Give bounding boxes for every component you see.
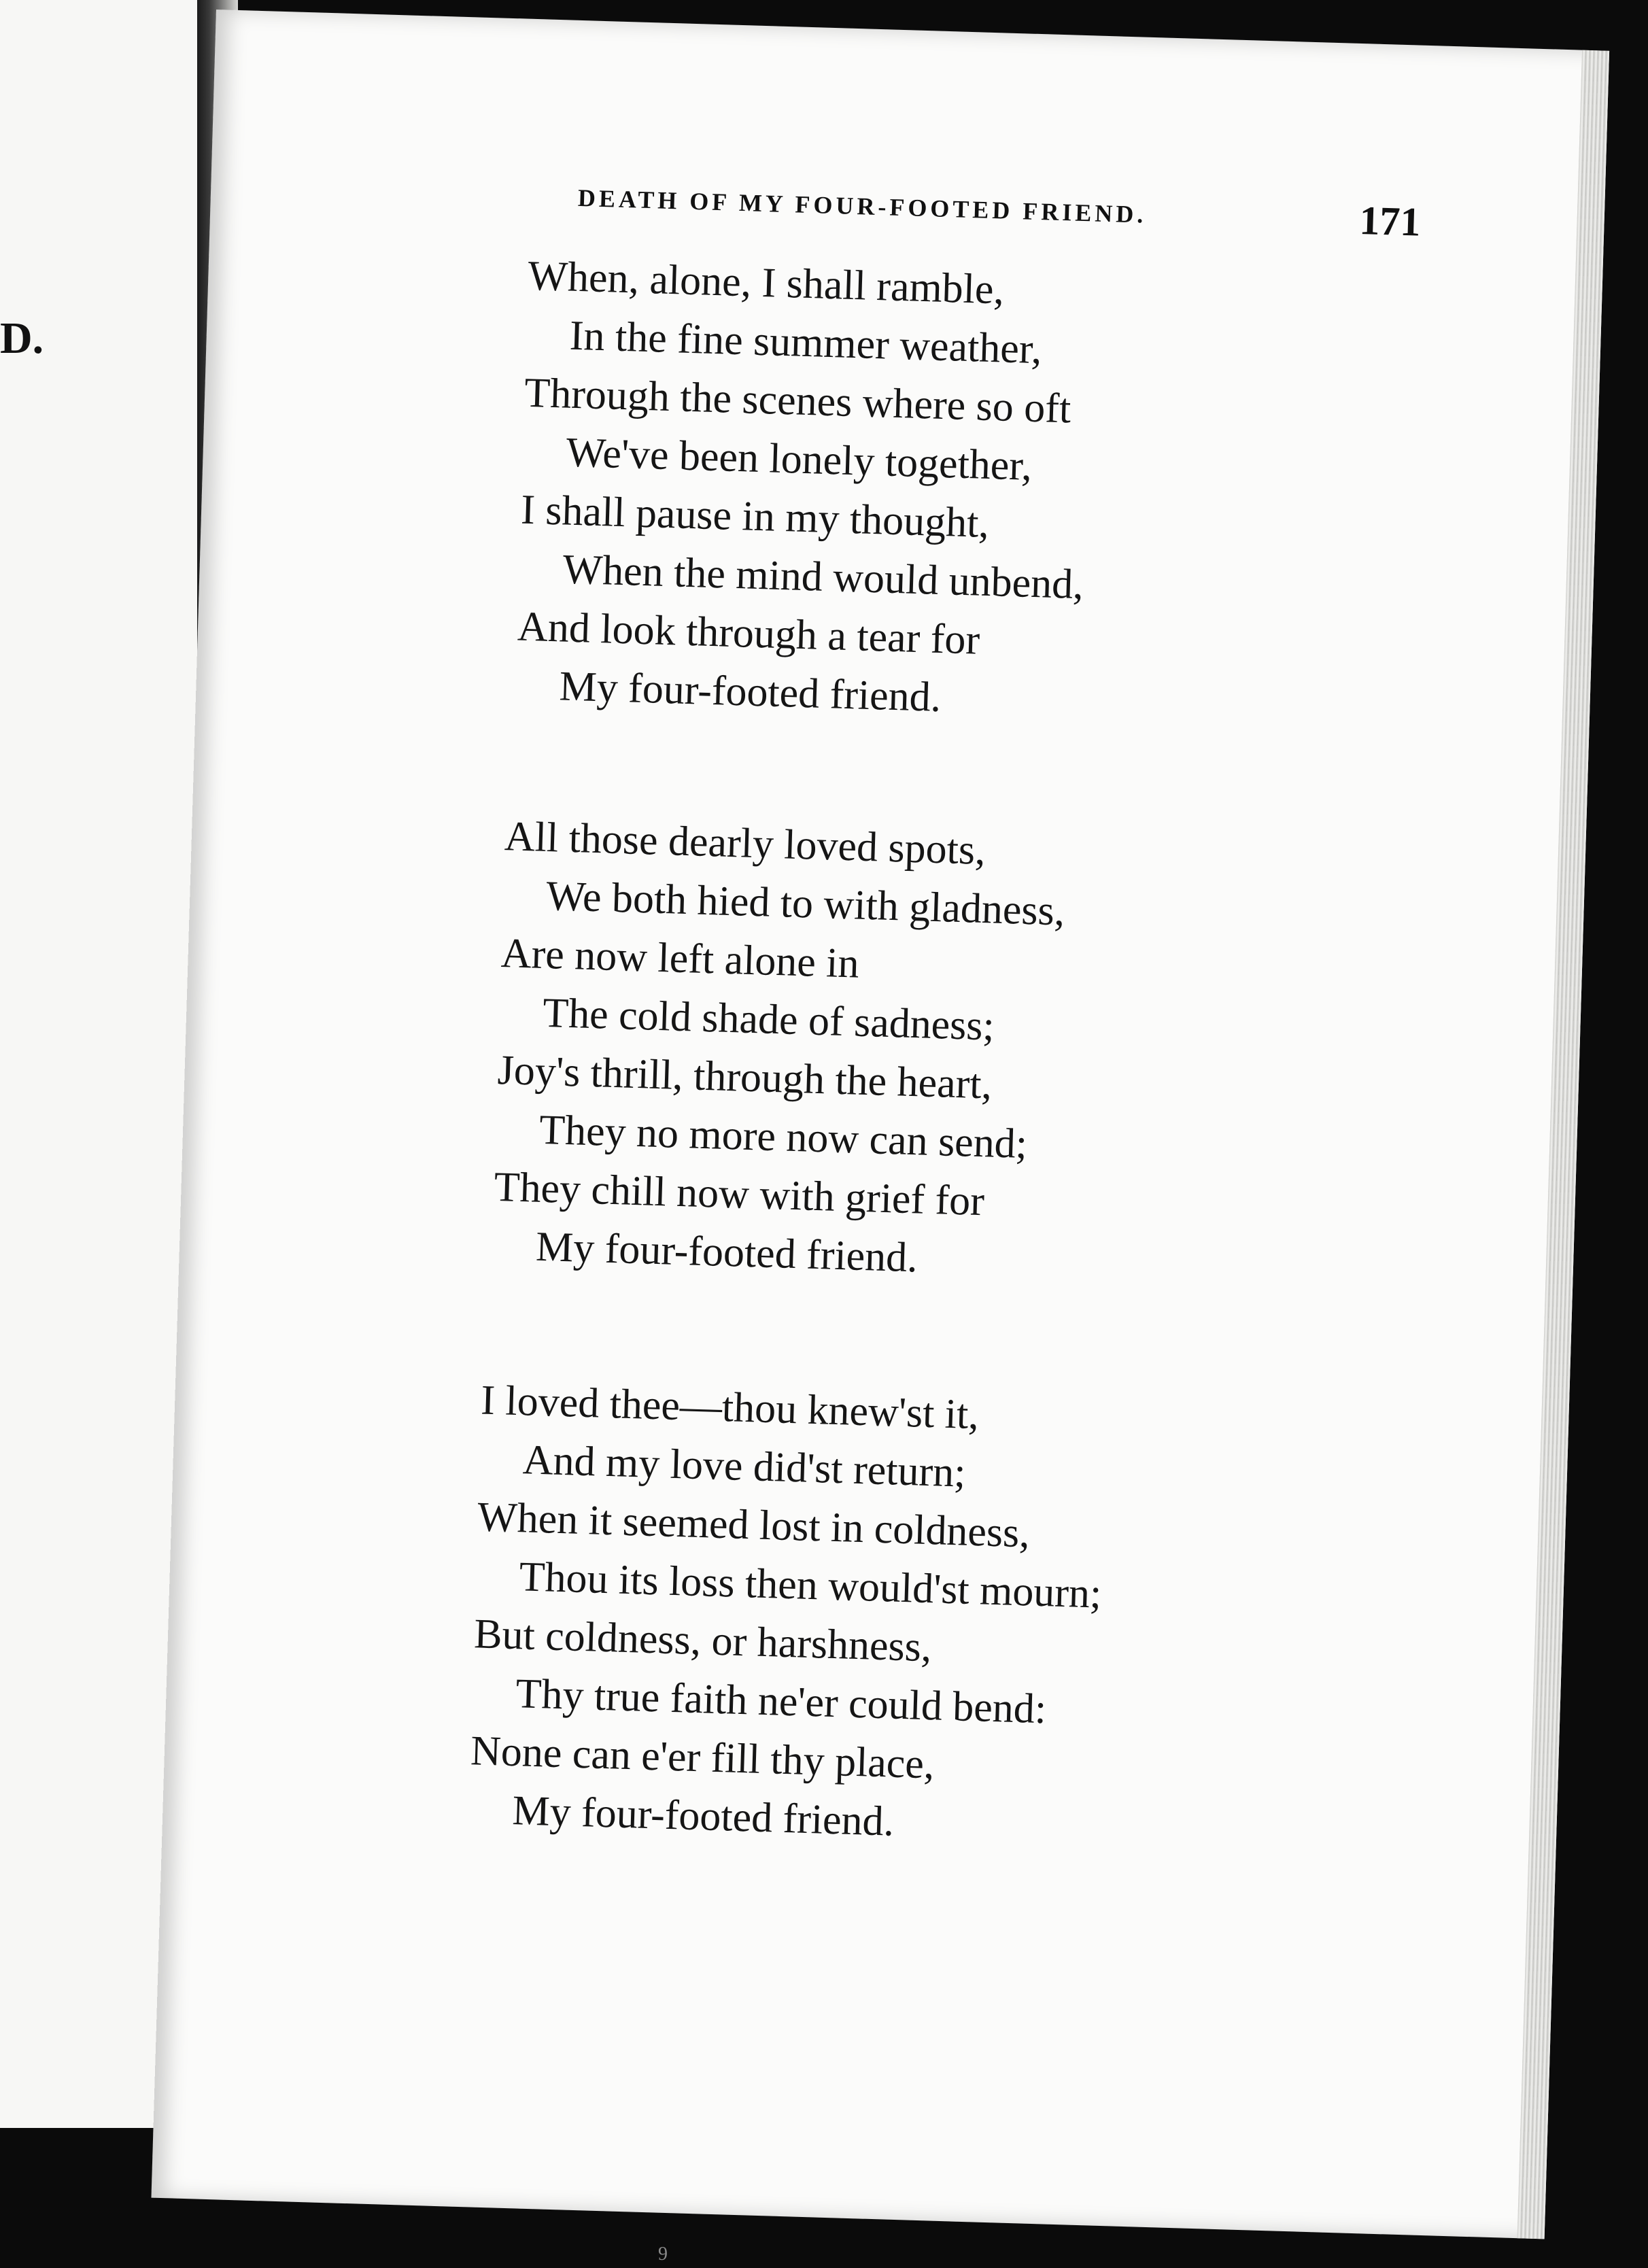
running-head: DEATH OF MY FOUR-FOOTED FRIEND. <box>577 184 1147 228</box>
poem-line: I loved thee—thou knew'st it, <box>480 1377 980 1439</box>
poem-line: I shall pause in my thought, <box>520 486 990 547</box>
poem-line: We both hied to with gladness, <box>545 872 1066 935</box>
stanza <box>515 247 1093 731</box>
bottom-margin-mark: 9 <box>658 2244 668 2265</box>
poem-line: Joy's thrill, through the heart, <box>496 1046 993 1108</box>
poem-line: My four-footed friend. <box>511 1787 895 1845</box>
poem-line: But coldness, or harshness, <box>473 1611 933 1671</box>
poem-line: All those dearly loved spots, <box>504 813 986 874</box>
poem-line: When the mind would unbend, <box>562 546 1084 608</box>
stanza <box>468 1371 1108 1857</box>
poem-line: And look through a tear for <box>517 603 981 664</box>
poem-line: None can e'er fill thy place, <box>470 1728 935 1788</box>
previous-page-header-fragment: D. <box>0 313 44 363</box>
page <box>151 10 1609 2239</box>
poem-line: Thou its loss then would'st mourn; <box>518 1553 1103 1617</box>
poem-line: Are now left alone in <box>500 930 860 987</box>
stanza <box>492 807 1067 1291</box>
poem-line: We've been lonely together, <box>565 429 1033 489</box>
poem-line: And my love did'st return; <box>521 1437 967 1496</box>
poem-line: The cold shade of sadness; <box>542 989 995 1050</box>
poem-line: In the fine summer weather, <box>568 312 1043 373</box>
poem-line: They no more now can send; <box>538 1106 1028 1168</box>
page-fore-edge <box>1517 50 1610 2239</box>
poem-line: Thy true faith ne'er could bend: <box>515 1670 1048 1733</box>
poem-line: They chill now with grief for <box>493 1163 985 1225</box>
poem-line: My four-footed friend. <box>558 663 942 721</box>
poem-line: When it seemed lost in coldness, <box>477 1494 1031 1557</box>
poem-line: My four-footed friend. <box>535 1223 919 1282</box>
poem-line: Through the scenes where so oft <box>523 369 1072 432</box>
poem-line: When, alone, I shall ramble, <box>527 252 1005 313</box>
page-number: 171 <box>1358 198 1422 245</box>
